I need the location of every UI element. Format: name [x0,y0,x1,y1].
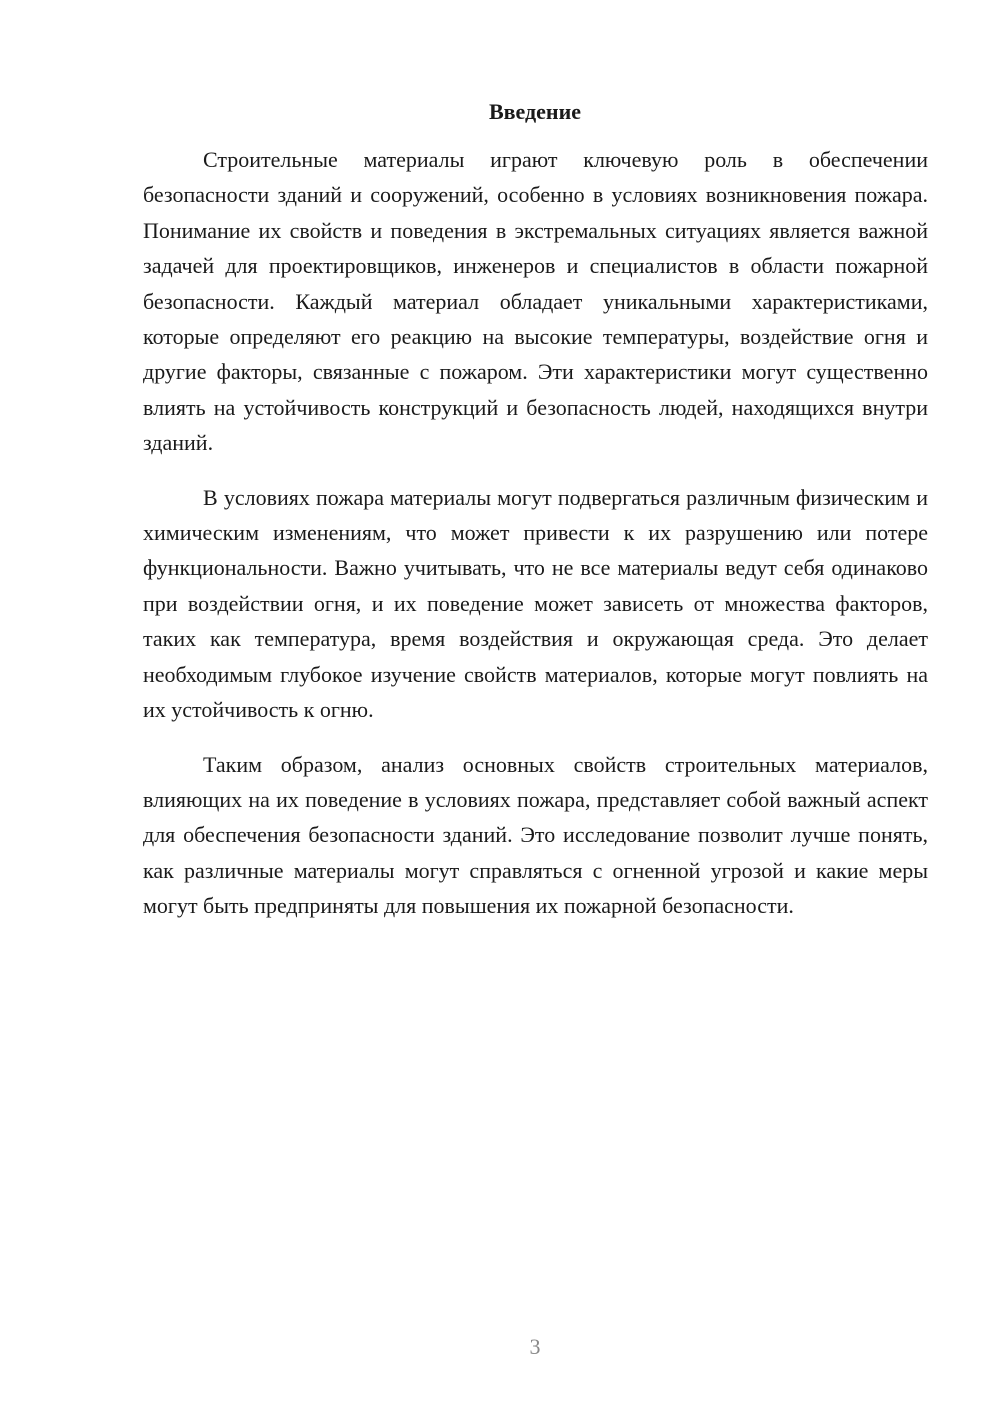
section-title: Введение [488,99,582,124]
paragraph-1: Строительные материалы играют ключевую роль в обеспечении безопасности зданий и сооружений, особенно в условиях возникновения пожара. Понимание их свойств и поведения в экстремальных ситуациях является важной задачей для проектировщиков, инженеров и специалистов в области пожарной безопасности. Каждый материал обладает уникальными характеристиками, которые определяют его реакцию на высокие температуры, воздействие огня и другие факторы, связанные с пожаром. Эти характеристики могут существенно влиять на устойчивость конструкций и безопасность людей, находящихся внутри зданий. [143,147,928,456]
page-number: 3 [529,1334,541,1359]
paragraph-3: Таким образом, анализ основных свойств строительных материалов, влияющих на их поведение в условиях пожара, представляет собой важный аспект для обеспечения безопасности зданий. Это исследование позволит лучше понять, как различные материалы могут справляться с огненной угрозой и какие меры могут быть предприняты для повышения их пожарной безопасности. [143,751,928,919]
paragraph-2: В условиях пожара материалы могут подвергаться различным физическим и химическим изменениям, что может привести к их разрушению или потере функциональности. Важно учитывать, что не все материалы ведут себя одинаково при воздействии огня, и их поведение может зависеть от множества факторов, таких как температура, время воздействия и окружающая среда. Это делает необходимым глубокое изучение свойств материалов, которые могут повлиять на их устойчивость к огню. [143,484,928,723]
body-text [143,142,928,943]
